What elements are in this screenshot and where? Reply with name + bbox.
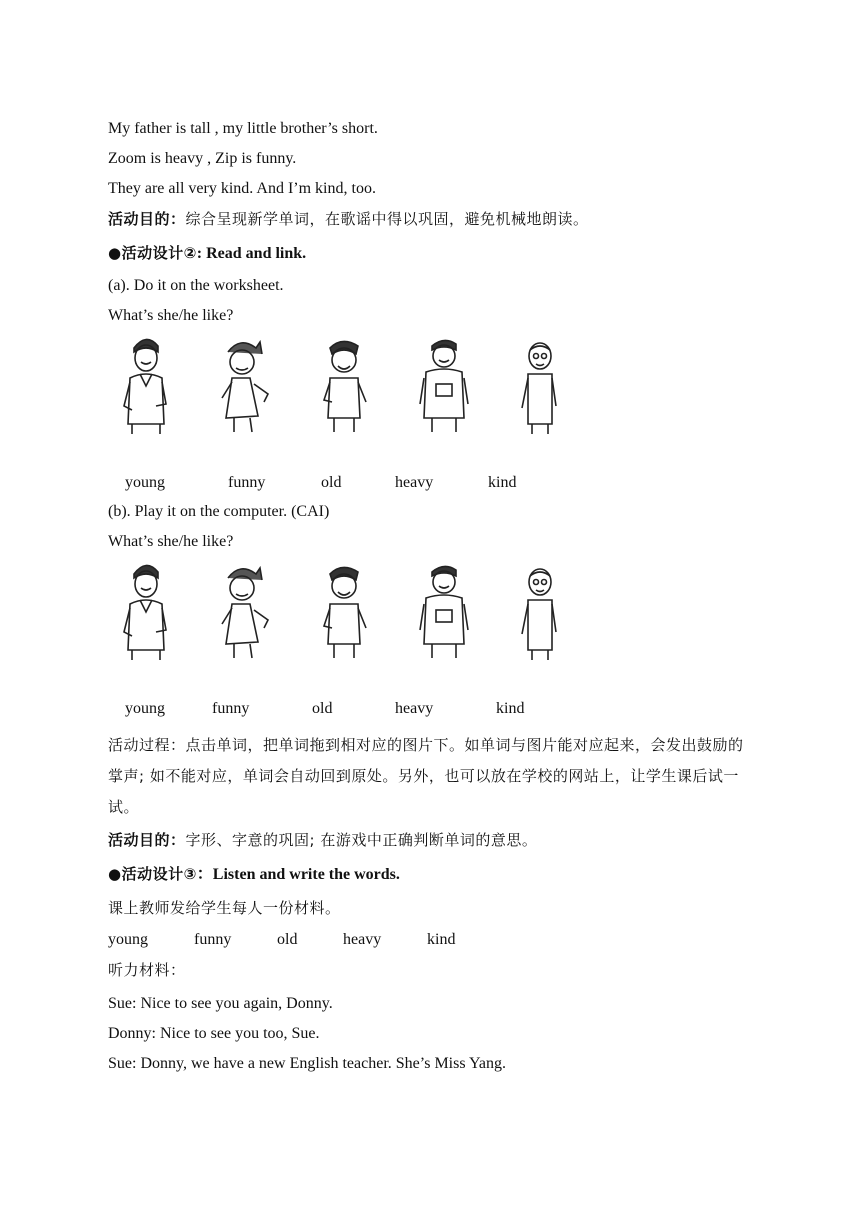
word-funny: funny	[228, 474, 266, 491]
activity-title: ：Listen and write the words.	[196, 866, 400, 883]
drag-word-funny[interactable]: funny	[212, 700, 250, 717]
purpose-paragraph-2	[108, 830, 537, 850]
young-man-figure[interactable]	[116, 558, 176, 662]
picture-row-b	[108, 558, 568, 662]
activity-bullet: ●活动设计②	[108, 244, 197, 262]
picture-row-a	[108, 332, 568, 436]
drag-word-heavy[interactable]: heavy	[395, 700, 434, 717]
word-old: old	[321, 474, 342, 491]
dialogue-line-1: Sue: Nice to see you again, Donny.	[108, 995, 333, 1012]
word-kind: kind	[488, 474, 517, 491]
part-a-instruction: (a). Do it on the worksheet.	[108, 277, 284, 294]
song-line-2: Zoom is heavy , Zip is funny.	[108, 150, 297, 167]
listening-label: 听力材料：	[108, 961, 186, 979]
dialogue-line-2: Donny: Nice to see you too, Sue.	[108, 1025, 320, 1042]
list-word-old: old	[277, 931, 298, 948]
activity-heading-2	[108, 243, 306, 264]
process-paragraph	[108, 730, 756, 823]
part-b-question: What’s she/he like?	[108, 533, 234, 550]
part-b-instruction: (b). Play it on the computer. (CAI)	[108, 503, 330, 520]
process-label: 活动过程：	[108, 736, 186, 754]
song-line-3: They are all very kind. And I’m kind, too.	[108, 180, 376, 197]
list-word-kind: kind	[427, 931, 456, 948]
girl-figure[interactable]	[214, 558, 274, 662]
drag-word-young[interactable]: young	[125, 700, 165, 717]
heavy-man-figure[interactable]	[414, 558, 474, 662]
heavy-man-figure	[414, 332, 474, 436]
purpose-text: 字形、字意的巩固; 在游戏中正确判断单词的意思。	[185, 831, 538, 849]
process-text: 点击单词，把单词拖到相对应的图片下。如单词与图片能对应起来，会发出鼓励的掌声; 如不能对应，单词会自动回到原处。另外，也可以放在学校的网站上，让学生课后试一试。	[108, 736, 744, 816]
purpose-text: 综合呈现新学单词，在歌谣中得以巩固，避免机械地朗读。	[185, 210, 589, 228]
boy-figure[interactable]	[314, 558, 374, 662]
purpose-label: 活动目的：	[108, 831, 186, 849]
word-heavy: heavy	[395, 474, 434, 491]
activity-title: : Read and link.	[196, 245, 307, 262]
song-line-1: My father is tall , my little brother’s short.	[108, 120, 378, 137]
list-word-young: young	[108, 931, 148, 948]
list-word-funny: funny	[194, 931, 232, 948]
part-a-question: What’s she/he like?	[108, 307, 234, 324]
drag-word-old[interactable]: old	[312, 700, 333, 717]
word-young: young	[125, 474, 165, 491]
list-word-heavy: heavy	[343, 931, 382, 948]
material-intro: 课上教师发给学生每人一份材料。	[108, 899, 341, 917]
old-man-figure[interactable]	[510, 558, 570, 662]
boy-figure	[314, 332, 374, 436]
old-man-figure	[510, 332, 570, 436]
dialogue-line-3: Sue: Donny, we have a new English teacher. She’s Miss Yang.	[108, 1055, 507, 1072]
drag-word-kind[interactable]: kind	[496, 700, 525, 717]
activity-bullet: ●活动设计③	[108, 865, 197, 883]
girl-figure	[214, 332, 274, 436]
young-man-figure	[116, 332, 176, 436]
purpose-paragraph-1	[108, 209, 589, 229]
purpose-label: 活动目的：	[108, 210, 186, 228]
activity-heading-3	[108, 864, 400, 885]
